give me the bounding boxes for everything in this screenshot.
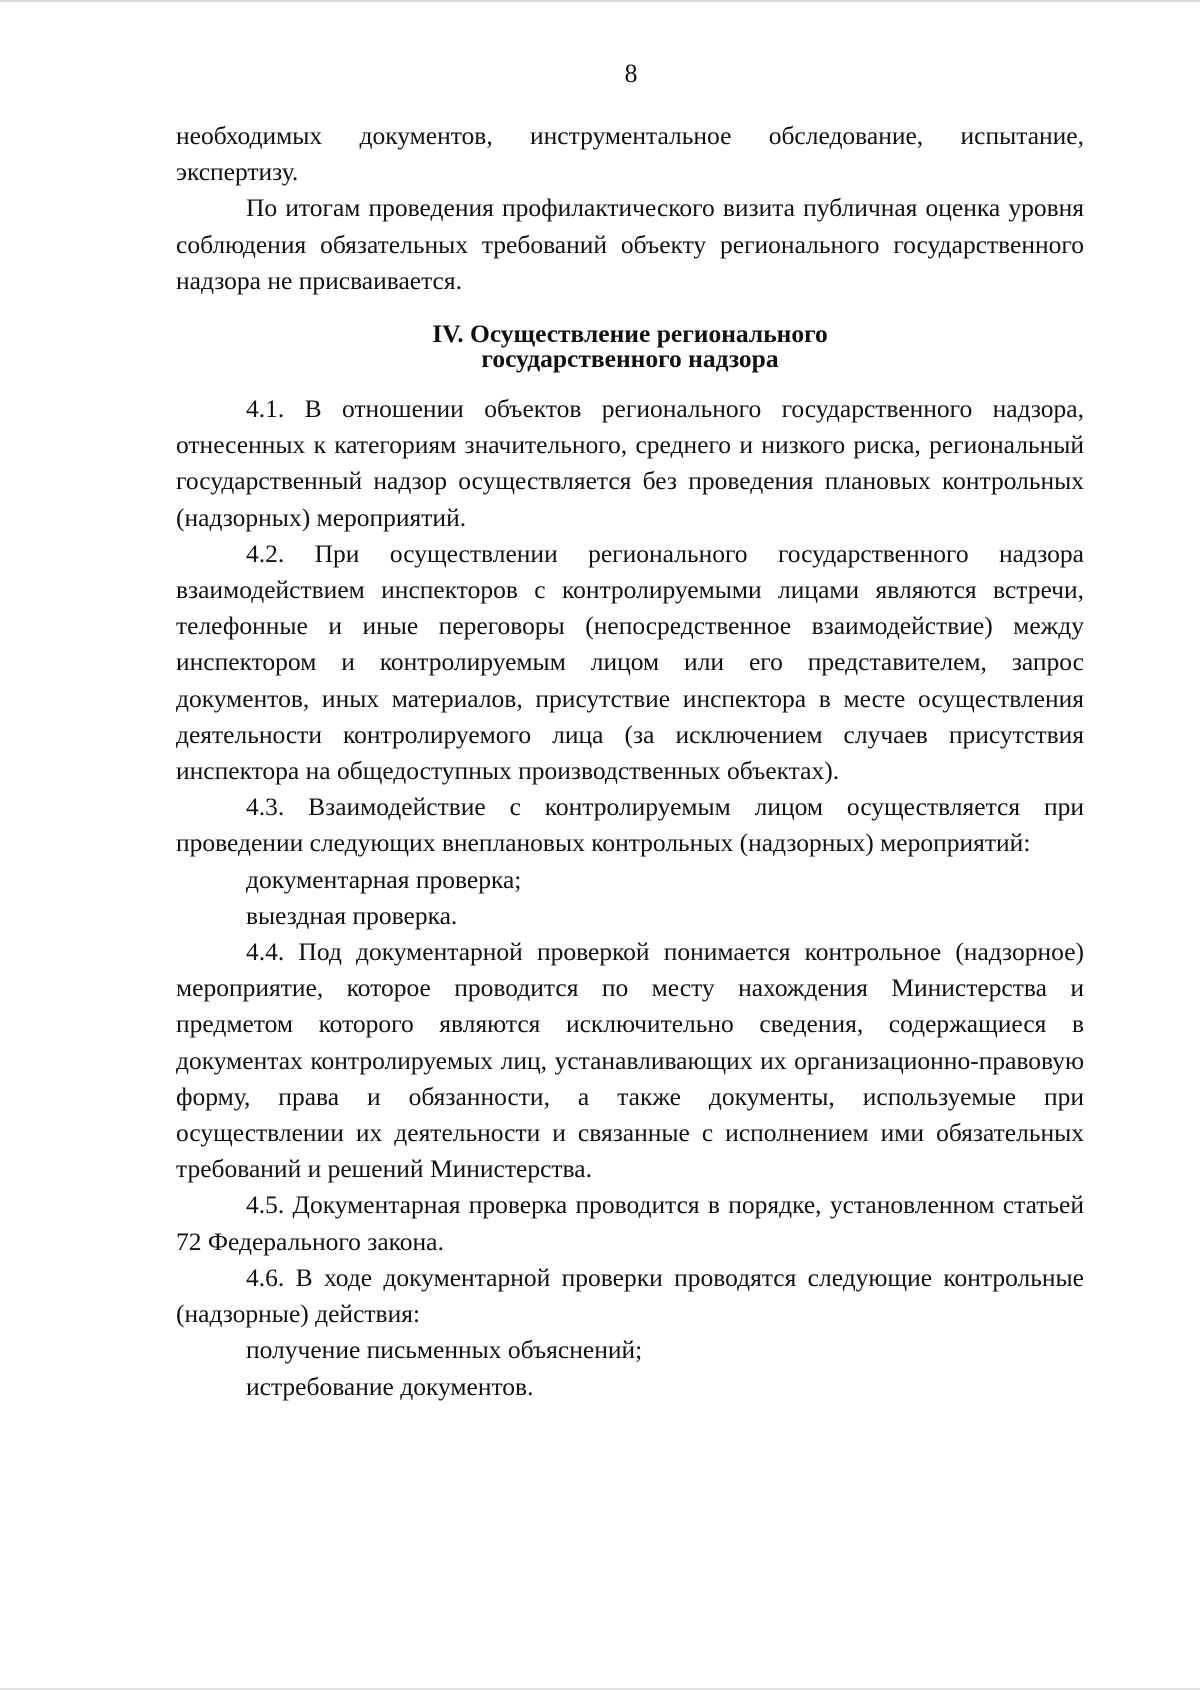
paragraph-4-1: 4.1. В отношении объектов регионального государственного надзора, отнесенных к категориям значительного, среднего и низкого риска, региональный государственный надзор осуществляется без проведения плановых контрольных (надзорных) мероприятий. xyxy=(176,394,1084,532)
paragraph-4-6: 4.6. В ходе документарной проверки проводятся следующие контрольные (надзорные) действия: xyxy=(176,1262,1084,1329)
paragraph-4-2: 4.2. При осуществлении регионального государственного надзора взаимодействием инспекторов с контролируемыми лицами являются встречи, телефонные и иные переговоры (непосредственное взаимодействие) между инспектором и контролируемым лицом или его представителем, запрос документов, иных материалов, присутствие инспектора в месте осуществления деятельности контролируемого лица (за исключением случаев присутствия инспектора на общедоступных производственных объектах). xyxy=(176,538,1084,786)
paragraph-continuation: необходимых документов, инструментальное обследование, испытание, экспертизу. xyxy=(176,121,1084,187)
page-number: 8 xyxy=(624,59,638,88)
paragraph-4-3: 4.3. Взаимодействие с контролируемым лицом осуществляется при проведении следующих внеплановых контрольных (надзорных) мероприятий: xyxy=(176,792,1084,858)
paragraph-visit-result: По итогам проведения профилактического визита публичная оценка уровня соблюдения обязательных требований объекту регионального государственного надзора не присваивается. xyxy=(176,193,1084,295)
paragraph-4-5: 4.5. Документарная проверка проводится в порядке, установленном статьей 72 Федерального закона. xyxy=(176,1190,1084,1256)
section-heading-line-1: IV. Осуществление регионального xyxy=(432,319,828,349)
list-item: истребование документов. xyxy=(246,1371,534,1401)
paragraph-4-4: 4.4. Под документарной проверкой понимается контрольное (надзорное) мероприятие, которое проводится по месту нахождения Министерства и предметом которого являются исключительно сведения, содержащиеся в документах контролируемых лиц, устанавливающих их организационно-правовую форму, права и обязанности, а также документы, используемые при осуществлении их деятельности и связанные с исполнением ими обязательных требований и решений Министерства. xyxy=(176,937,1084,1184)
section-heading-line-2: государственного надзора xyxy=(481,344,779,374)
list-item: документарная проверка; xyxy=(246,864,522,894)
scan-edge-top xyxy=(0,0,1200,2)
list-item: выездная проверка. xyxy=(246,900,458,930)
document-body xyxy=(176,118,1084,1405)
section-heading xyxy=(176,319,1084,374)
list-item: получение письменных объяснений; xyxy=(246,1335,643,1365)
